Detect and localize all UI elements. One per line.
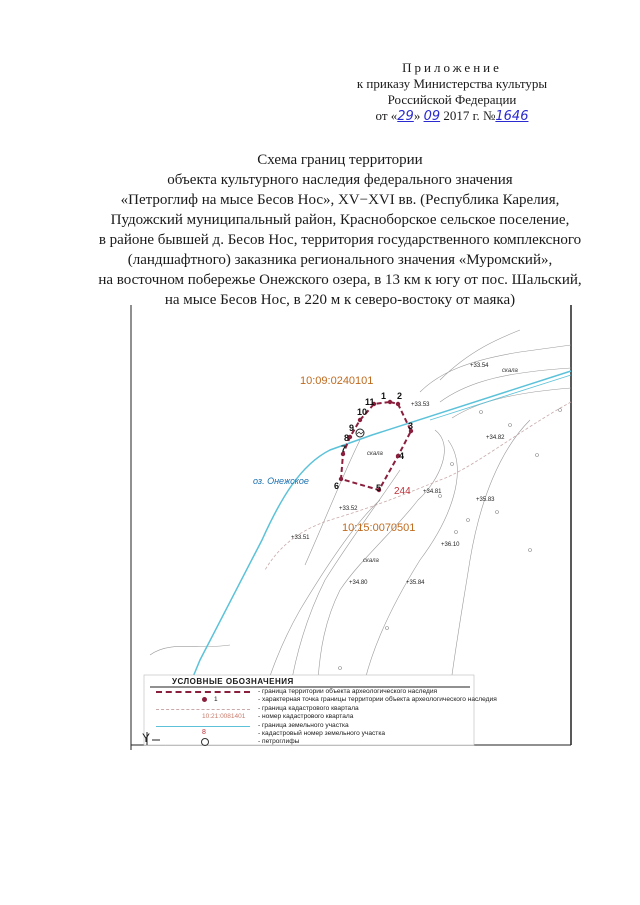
point-sample: 1 — [214, 696, 218, 704]
object-boundary-swatch — [156, 691, 250, 693]
survey-marker — [559, 409, 562, 412]
terrain-line — [318, 430, 444, 680]
title-line: объекта культурного наследия федерального значения — [167, 172, 513, 188]
survey-marker — [339, 667, 342, 670]
title-line: Пудожский муниципальный район, Красноборское сельское поселение, — [110, 212, 570, 228]
terrain-line — [450, 420, 530, 690]
boundary-point-1 — [388, 400, 392, 404]
survey-marker — [536, 454, 539, 457]
appendix-heading: Приложение — [402, 60, 502, 75]
lot-number: 244 — [394, 486, 411, 497]
date-year: 2017 г. № — [443, 108, 496, 123]
title-line: на мысе Бесов Нос, в 220 м к северо-востоку от маяка) — [164, 292, 516, 308]
date-mid: » — [413, 108, 421, 123]
legend-symbol — [146, 738, 256, 746]
cadastral-quarter-north: 10:09:0240101 — [300, 375, 374, 387]
order-number: 1646 — [495, 109, 529, 124]
terrain-line — [305, 440, 360, 565]
survey-marker — [467, 519, 470, 522]
cadastral-quarter-boundary — [265, 402, 571, 570]
boundary-point-2 — [396, 402, 400, 406]
date-prefix: от « — [375, 108, 398, 123]
legend-symbol — [146, 705, 256, 713]
legend-row-petroglyphs — [146, 738, 476, 746]
survey-marker — [509, 424, 512, 427]
survey-marker — [455, 531, 458, 534]
elevation-mark: +33.52 — [339, 506, 358, 512]
legend-text: - граница земельного участка — [258, 721, 349, 729]
title-line: в районе бывшей д. Бесов Нос, территория государственного комплексного — [98, 232, 582, 248]
lot-number-sample: 8 — [202, 728, 206, 736]
appendix-line-federation: Российской Федерации — [387, 92, 517, 107]
title-line: (ландшафтного) заказника регионального значения «Муромский», — [127, 252, 553, 268]
elevation-mark: +33.53 — [411, 402, 430, 408]
survey-markers — [339, 409, 562, 670]
point-label-11: 11 — [365, 397, 375, 407]
date-day: 29 — [397, 109, 414, 124]
point-label-10: 10 — [357, 407, 368, 417]
cadastral-quarter-south: 10:15:0070501 — [342, 522, 416, 534]
point-label-4: 4 — [399, 451, 405, 461]
legend-row-cadastral-number — [146, 713, 476, 721]
terrain-line — [290, 470, 400, 690]
boundary-point-swatch — [202, 697, 207, 702]
point-label-9: 9 — [349, 423, 355, 433]
appendix-line-ministry: к приказу Министерства культуры — [356, 76, 548, 91]
rock-label: скала — [367, 451, 383, 457]
legend-text: - номер кадастрового квартала — [258, 713, 354, 721]
elevation-mark: +35.84 — [406, 580, 425, 586]
legend — [146, 688, 497, 747]
cadastral-number-sample: 10:21:0081401 — [202, 713, 246, 721]
boundary-point-6 — [339, 477, 343, 481]
point-label-6: 6 — [334, 481, 340, 491]
rock-labels — [363, 368, 518, 564]
elevation-mark: +33.51 — [291, 535, 310, 541]
legend-row-lot-number — [146, 730, 476, 738]
boundary-point-9 — [358, 418, 362, 422]
survey-marker — [529, 549, 532, 552]
point-label-5: 5 — [376, 483, 382, 493]
legend-symbol — [146, 713, 256, 721]
legend-text: - петроглифы — [258, 738, 300, 746]
petroglyph-legend-icon — [201, 738, 209, 746]
legend-text: - граница кадастрового квартала — [258, 704, 359, 712]
legend-row-boundary-point — [146, 696, 497, 704]
rock-label: скала — [502, 368, 518, 374]
terrain-line — [420, 345, 571, 392]
legend-symbol — [146, 730, 256, 738]
legend-symbol — [146, 688, 256, 696]
point-label-7: 7 — [341, 444, 347, 454]
survey-marker — [480, 411, 483, 414]
elevation-mark: +36.10 — [441, 542, 460, 548]
legend-row-cadastral-boundary — [146, 705, 476, 713]
legend-symbol — [146, 722, 256, 730]
legend-text: - характерная точка границы территории объекта археологического наследия — [258, 696, 497, 704]
terrain-line — [150, 645, 230, 655]
elevation-mark: +34.81 — [423, 489, 442, 495]
object-territory-boundary — [341, 402, 414, 490]
title-line: «Петроглиф на мысе Бесов Нос», XV−XVI вв. (Республика Карелия, — [120, 192, 560, 208]
point-label-3: 3 — [408, 421, 414, 431]
date-month: 09 — [423, 109, 441, 124]
petroglyph-mark — [357, 432, 363, 434]
legend-row-land-plot-boundary — [146, 722, 476, 730]
legend-text: - кадастровый номер земельного участка — [258, 729, 386, 737]
point-labels — [334, 391, 413, 493]
terrain-line — [365, 440, 457, 680]
point-label-8: 8 — [344, 433, 350, 443]
elevation-mark: +34.80 — [349, 580, 368, 586]
legend-title: УСЛОВНЫЕ ОБОЗНАЧЕНИЯ — [172, 677, 294, 686]
rock-label: скала — [363, 558, 379, 564]
point-label-2: 2 — [397, 391, 403, 401]
north-arrow-label: Y — [142, 731, 151, 745]
point-label-1: 1 — [381, 391, 387, 401]
land-plot-boundary-swatch — [156, 726, 250, 727]
legend-text: - граница территории объекта археологического наследия — [258, 688, 438, 695]
cadastral-boundary-swatch — [156, 709, 250, 710]
elevation-mark: +35.83 — [476, 497, 495, 503]
shoreline-inner — [430, 375, 571, 420]
survey-marker — [496, 511, 499, 514]
elevation-mark: +33.54 — [470, 363, 489, 369]
legend-symbol — [146, 696, 256, 704]
lake-label: оз. Онежское — [253, 476, 309, 486]
title-line: на восточном побережье Онежского озера, в 13 км к югу от пос. Шальский, — [98, 272, 582, 288]
survey-marker — [451, 463, 454, 466]
survey-marker — [386, 627, 389, 630]
title-line: Схема границ территории — [257, 152, 423, 168]
elevation-mark: +34.82 — [486, 435, 505, 441]
